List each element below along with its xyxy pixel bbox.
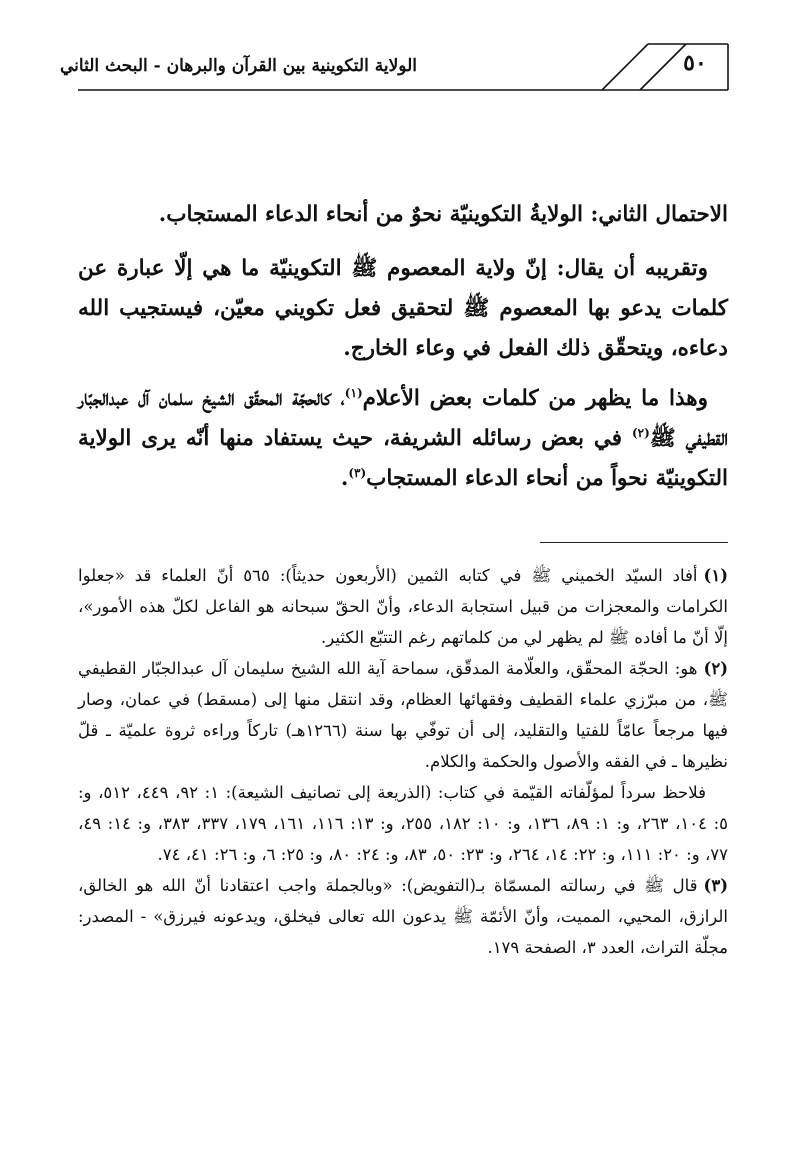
footnote-1 [78, 560, 728, 653]
page-header [0, 0, 803, 100]
footnote-2-number: (٢) [703, 659, 728, 678]
running-title-text: الولاية التكوينية بين القرآن والبرهان - البحث الثاني [60, 56, 417, 76]
paragraph-2 [78, 379, 728, 499]
footnote-2-continuation: فلاحظ سرداً لمؤلّفاته القيّمة في كتاب: (الذريعة إلى تصانيف الشيعة): ١: ٩٢، ٤٤٩، ٥١٢، و: ٥: ١٠٤، ٢٦٣، و: ١: ٨٩، ١٣٦، و: ١٠: ١٨٢، ٢٥٥، و: ١٣: ١١٦، ١٦١، ١٧٩، ٣٣٧، ٣٨٣، و: ١٤: ٤٩، ٧٧، و: ٢٠: ١١١، و: ٢٢: ١٤، ٢٦٤، و: ٢٣: ٥٠، ٨٣، و: ٢٤: ٨٠، و: ٢٥: ٦، و: ٢٦: ٤١، ٧٤. [78, 783, 729, 864]
paragraph-2-part-d: . [340, 466, 349, 491]
footnote-3-number: (٣) [703, 876, 728, 895]
page-number: ٥٠ [683, 50, 707, 76]
paragraph-2-part-c: في بعض رسائله الشريفة، حيث يستفاد منها أنّه يرى الولاية التكوينيّة نحواً من أنحاء الدعاء المستجاب [78, 426, 728, 491]
footnote-ref-1[interactable]: (١) [344, 385, 363, 400]
footnote-ref-2[interactable]: (٢) [631, 425, 650, 440]
section-heading: الاحتمال الثاني: الولايةُ التكوينيّة نحوٌ من أنحاء الدعاء المستجاب. [158, 202, 728, 227]
footnote-2 [78, 653, 728, 777]
footnote-ref-3[interactable]: (٣) [348, 465, 367, 480]
footnotes [78, 560, 728, 963]
paragraph-2-part-a: وهذا ما يظهر من كلمات بعض الأعلام [362, 386, 708, 411]
running-title [60, 56, 600, 76]
footnote-separator [540, 542, 728, 543]
footnote-3 [78, 870, 728, 963]
main-text [78, 195, 728, 509]
paragraph-2-part-b: ، كالحجّة المحقّق الشيخ سلمان آل عبدالجبّار القطيفي ﷺ [78, 386, 728, 451]
footnote-2-text: هو: الحجّة المحقّق، والعلّامة المدقّق، سماحة آية الله الشيخ سليمان آل عبدالجبّار القطيفي ﷺ، من مبرّزي علماء القطيف وفقهائها العظام، وقد انتقل منها إلى (مسقط) في عمان، وصار فيها مرجعاً عامّاً للفتيا والتقليد، إلى أن توفّي بها سنة (١٢٦٦هـ) تاركاً وراءه ثروة علميّة ـ قلّ نظيرها ـ في الفقه والأصول والحكمة والكلام. [78, 659, 728, 771]
footnote-1-number: (١) [703, 566, 728, 585]
footnote-1-text: أفاد السيّد الخميني ﷺ في كتابه الثمين (الأربعون حديثاً): ٥٦٥ أنّ العلماء قد «جعلوا الكرامات والمعجزات من قبيل استجابة الدعاء، وأنّ الحقّ سبحانه هو الفاعل لكلّ هذه الأمور»، إلّا أنّ ما أفاده ﷺ لم يظهر لي من كلماتهم رغم التتبّع الكثير. [78, 566, 728, 647]
footnote-3-text: قال ﷺ في رسالته المسمّاة بـ(التفويض): «وبالجملة واجب اعتقادنا أنّ الله هو الخالق، الرازق، المحيي، المميت، وأنّ الأئمّة ﷺ يدعون الله تعالى فيخلق، ويدعونه فيرزق» - المصدر: مجلّة التراث، العدد ٣، الصفحة ١٧٩. [78, 876, 728, 957]
paragraph-1: وتقريبه أن يقال: إنّ ولاية المعصوم ﷺ التكوينيّة ما هي إلّا عبارة عن كلمات يدعو بها المعصوم ﷺ لتحقيق فعل تكويني معيّن، فيستجيب الله دعاءه، ويتحقّق ذلك الفعل في وعاء الخارج. [78, 256, 728, 361]
